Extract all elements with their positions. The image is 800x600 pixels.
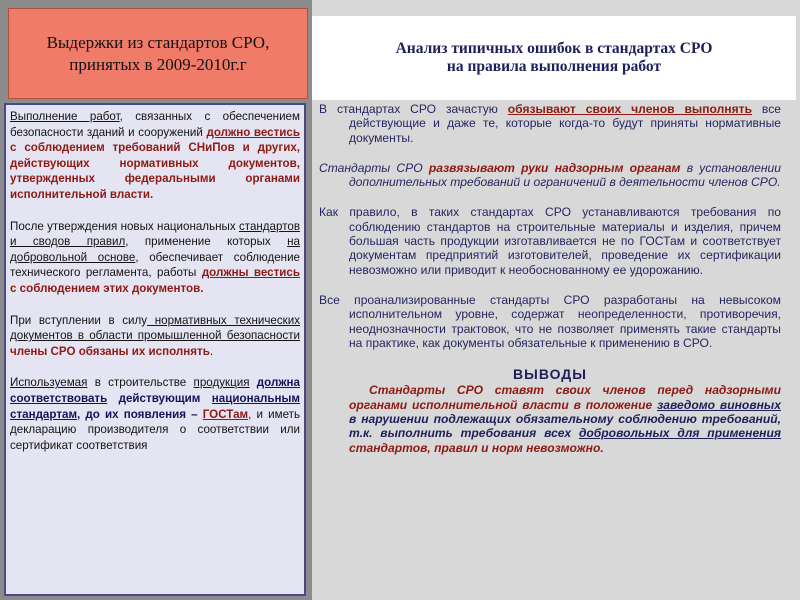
highlight-span: , до их появления –: [77, 407, 203, 421]
text-span: нормативных технических документов в области промышленной безопасности: [10, 313, 300, 343]
left-paragraph-4: [10, 375, 300, 453]
left-paragraph-2: [10, 219, 300, 297]
left-title-box: [8, 8, 308, 99]
right-paragraph-3: Как правило, в таких стандартах СРО устанавливаются требования по соблюдению стандартов на строительные материалы и изделия, причем большая часть продукции изготавливается не по ГОСТам и соответствует документам предприятий изготовителей, проведение их сертификации невозможно или приводит к необоснованному ее удорожанию.: [319, 205, 781, 277]
text-span: , применение которых: [125, 235, 288, 249]
text-span: После утверждения новых национальных: [10, 219, 239, 233]
text-span: [250, 376, 257, 389]
conclusions-heading: ВЫВОДЫ: [513, 366, 587, 383]
text-span: в установлении дополнительных требований и ограничений в деятельности членов СРО.: [349, 160, 781, 190]
right-paragraph-2: [319, 161, 781, 190]
right-analysis-panel: [315, 100, 781, 600]
text-span: в строительстве: [87, 376, 194, 390]
left-excerpts-panel: [4, 103, 306, 596]
text-span: , обеспечивает соблюдение технического регламента, работы: [10, 250, 300, 280]
text-span: продукция: [193, 376, 250, 390]
highlight-span: члены СРО обязаны их исполнять: [10, 344, 210, 358]
highlight-span: действующим: [107, 391, 212, 405]
left-paragraph-1: [10, 109, 300, 203]
highlight-span: ГОСТам: [202, 407, 249, 421]
highlight-span: национальным стандартам: [10, 391, 300, 421]
text-span: .: [209, 344, 214, 358]
text-span: заведомо виновных: [657, 397, 781, 412]
text-span: Стандарты СРО ставят своих членов перед надзорными органами исполнительной власти в положение: [349, 383, 781, 412]
right-title-line-2: на правила выполнения работ: [446, 58, 662, 75]
text-span: , и иметь декларацию производителя о соответствии или сертификат соответствия: [10, 407, 300, 452]
text-span: Выполнение работ: [10, 110, 120, 123]
text-span: стандартов и сводов правил: [10, 219, 300, 249]
conclusions-paragraph: [319, 383, 781, 454]
text-span: все действующие и даже те, которые когда-то будут приняты нормативные документы.: [349, 102, 781, 145]
text-span: в нарушении подлежащих обязательному соблюдению требований, т.к. выполнить требования всех: [349, 412, 781, 441]
text-span: , связанных с обеспечением безопасности зданий и сооружений: [10, 110, 300, 139]
text-span: Используемая: [10, 376, 88, 390]
text-span: При вступлении в силу: [10, 313, 148, 327]
text-span: на добровольной основе: [10, 235, 300, 264]
highlight-span: должна соответствовать: [10, 376, 300, 405]
right-paragraph-1: [319, 102, 781, 145]
highlight-span: развязывают руки надзорным органам: [428, 160, 681, 175]
highlight-span: обязывают своих членов выполнять: [507, 102, 753, 116]
text-span: Стандарты СРО: [319, 160, 429, 175]
text-span: стандартов, правил и норм невозможно.: [349, 440, 604, 455]
right-title-line-1: Анализ типичных ошибок в стандартах СРО: [395, 40, 713, 57]
highlight-span: с соблюдением требований СНиПов и других, действующих нормативных документов, утвержденных федеральными органами исполнительной власти.: [10, 141, 300, 201]
highlight-span: с соблюдением этих документов.: [10, 281, 204, 295]
right-paragraph-4: Все проанализированные стандарты СРО разработаны на невысоком исполнительном уровне, содержат неопределенности, противоречия, неоднозначности трактовок, что не позволяет применять такие стандарты на практике, как документы обязательные к применению в СРО.: [319, 292, 781, 350]
right-title: [396, 40, 713, 76]
text-span: добровольных для применения: [578, 426, 781, 441]
highlight-span: должны вестись: [201, 266, 300, 280]
text-span: В стандартах СРО зачастую: [319, 102, 508, 116]
highlight-span: должно вестись: [206, 125, 300, 139]
left-paragraph-3: [10, 313, 300, 360]
right-title-box: [312, 16, 796, 100]
left-title: Выдержки из стандартов СРО, принятых в 2009-2010г.г: [46, 32, 270, 74]
